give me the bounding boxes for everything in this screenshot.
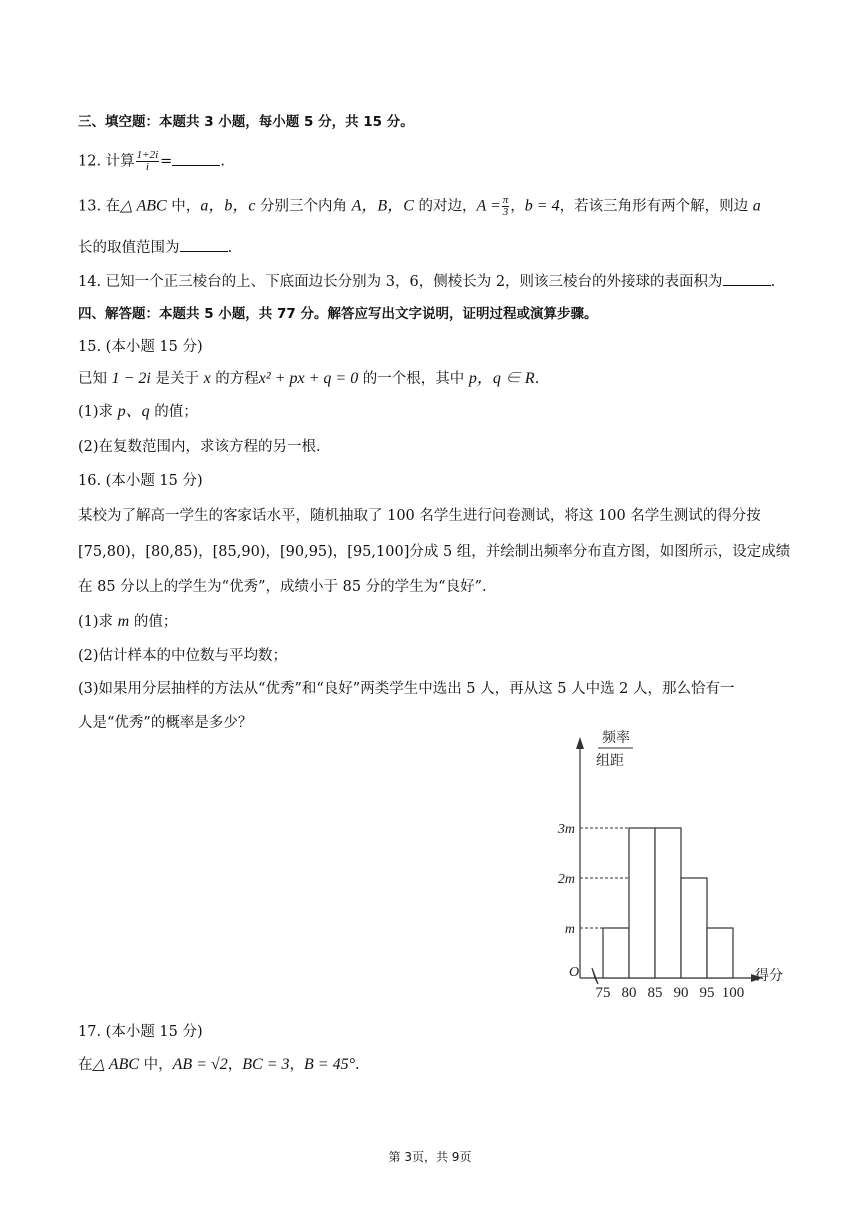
q14-blank bbox=[723, 271, 771, 286]
q17-stem-i: . bbox=[354, 1057, 360, 1073]
q12-prefix: 12. 计算 bbox=[78, 153, 135, 170]
q13-blank bbox=[180, 237, 228, 252]
q15-p1-a: (1)求 bbox=[78, 404, 118, 420]
q17-stem-a: 在 bbox=[78, 1057, 93, 1073]
q13-line2-end: . bbox=[227, 240, 233, 256]
q13-text-e: 分别三个内角 bbox=[255, 198, 352, 215]
question-14 bbox=[78, 271, 775, 292]
q13-text-g: 的对边， bbox=[413, 198, 477, 215]
q14-end: . bbox=[770, 274, 776, 290]
q13-b-value: b = 4 bbox=[524, 197, 560, 215]
histogram-bar-75 bbox=[603, 928, 629, 978]
q17-bc: BC = 3 bbox=[242, 1056, 290, 1073]
question-13-line1 bbox=[78, 195, 761, 218]
q13-frac-num: π bbox=[502, 194, 509, 206]
q16-part3-line2: 人是“优秀”的概率是多少？ bbox=[78, 715, 253, 731]
x-tick-label-75: 75 bbox=[595, 985, 611, 1001]
q15-pq: p，q ∈ R bbox=[468, 370, 535, 387]
q15-p1-vars: p、q bbox=[117, 403, 150, 420]
histogram-bar-80 bbox=[629, 828, 655, 978]
ylabel-denominator: 组距 bbox=[596, 754, 624, 769]
question-12 bbox=[78, 150, 225, 173]
q15-part2: (2)在复数范围内，求该方程的另一根. bbox=[78, 439, 321, 455]
frequency-histogram bbox=[545, 725, 795, 1001]
q15-var-x: x bbox=[203, 370, 211, 387]
q13-text-k: ，若该三角形有两个解，则边 bbox=[559, 198, 753, 215]
ylabel-numerator: 频率 bbox=[602, 731, 630, 746]
x-tick-label-100: 100 bbox=[721, 985, 745, 1001]
q12-frac-num: 1+2i bbox=[136, 149, 159, 161]
y-tick-label-3m: 3m bbox=[557, 822, 575, 837]
q16-part3-line1: (3)如果用分层抽样的方法从“优秀”和“良好”两类学生中选出 5 人，再从这 5 人中选 2 人，那么恰有一 bbox=[78, 681, 735, 697]
q17-stem-e: ， bbox=[227, 1057, 243, 1073]
q15-stem-e: 的方程 bbox=[210, 371, 259, 387]
histogram-bar-95 bbox=[707, 928, 733, 978]
q17-stem bbox=[78, 1055, 360, 1075]
q17-stem-g: ， bbox=[289, 1057, 305, 1073]
q16-stem-line2: [75,80)，[80,85)，[85,90)，[90,95)，[95,100]分成 5 组，并绘制出频率分布直方图，如图所示，设定成绩 bbox=[78, 544, 791, 560]
x-tick-label-80: 80 bbox=[621, 985, 637, 1001]
q12-blank bbox=[172, 151, 220, 166]
section3-heading: 三、填空题：本题共 3 小题，每小题 5 分，共 15 分。 bbox=[78, 114, 414, 130]
histogram-bar-85 bbox=[655, 828, 681, 978]
q15-stem-i: . bbox=[534, 371, 540, 387]
q16-stem-line3: 在 85 分以上的学生为“优秀”，成绩小于 85 分的学生为“良好”. bbox=[78, 579, 487, 595]
q17-ab: AB = √2 bbox=[172, 1056, 228, 1073]
x-axis-break bbox=[580, 968, 598, 984]
q16-p1-var: m bbox=[117, 613, 130, 630]
q16-part1 bbox=[78, 612, 177, 632]
page-footer: 第 3页，共 9页 bbox=[388, 1150, 472, 1164]
histogram-bar-90 bbox=[681, 878, 707, 978]
q13-line2-text: 长的取值范围为 bbox=[78, 240, 180, 256]
x-tick-label-85: 85 bbox=[647, 985, 663, 1001]
q13-text-i: ， bbox=[510, 198, 525, 215]
xlabel: 得分 bbox=[755, 969, 783, 984]
q13-text-a: 13. 在 bbox=[78, 198, 121, 215]
q13-frac-den: 3 bbox=[502, 206, 509, 218]
section4-heading: 四、解答题：本题共 5 小题，共 77 分。解答应写出文字说明，证明过程或演算步骤。 bbox=[78, 306, 598, 322]
q16-stem-line1: 某校为了解高一学生的客家话水平，随机抽取了 100 名学生进行问卷测试，将这 100 名学生测试的得分按 bbox=[78, 508, 761, 524]
q16-part2: (2)估计样本的中位数与平均数； bbox=[78, 648, 288, 664]
y-tick-label-m: m bbox=[564, 922, 575, 937]
q13-angle-a: A = bbox=[476, 197, 501, 215]
question-13-line2 bbox=[78, 237, 232, 258]
q12-fraction bbox=[136, 150, 159, 173]
x-tick-label-90: 90 bbox=[673, 985, 689, 1001]
q15-p1-c: 的值； bbox=[149, 404, 198, 420]
q15-root: 1 − 2i bbox=[111, 370, 151, 387]
q15-header: 15. (本小题 15 分) bbox=[78, 339, 203, 355]
q15-stem bbox=[78, 369, 539, 389]
q17-stem-c: 中， bbox=[139, 1057, 173, 1073]
q16-header: 16. (本小题 15 分) bbox=[78, 473, 203, 489]
q13-text-c: 中， bbox=[166, 198, 201, 215]
origin-label: O bbox=[569, 965, 580, 980]
q13-triangle: △ ABC bbox=[120, 197, 167, 215]
q15-equation: x² + px + q = 0 bbox=[258, 370, 359, 387]
q14-text: 14. 已知一个正三棱台的上、下底面边长分别为 3，6，侧棱长为 2，则该三棱台的外接球的表面积为 bbox=[78, 274, 723, 290]
q15-stem-a: 已知 bbox=[78, 371, 112, 387]
y-axis-arrow bbox=[576, 737, 584, 749]
q13-fraction bbox=[502, 195, 510, 218]
q16-p1-c: 的值； bbox=[129, 614, 178, 630]
q13-angles: A，B，C bbox=[351, 197, 414, 215]
q12-suffix: . bbox=[220, 153, 225, 170]
q13-side-a: a bbox=[752, 197, 761, 215]
q16-p1-a: (1)求 bbox=[78, 614, 118, 630]
q15-stem-g: 的一个根，其中 bbox=[358, 371, 469, 387]
q17-triangle: △ ABC bbox=[92, 1056, 140, 1073]
q12-equals: = bbox=[160, 153, 173, 170]
y-tick-label-2m: 2m bbox=[557, 872, 575, 887]
q15-part1 bbox=[78, 402, 198, 422]
x-tick-label-95: 95 bbox=[699, 985, 715, 1001]
q17-angle-b: B = 45° bbox=[304, 1056, 355, 1073]
q17-header: 17. (本小题 15 分) bbox=[78, 1024, 203, 1040]
q13-sides: a，b，c bbox=[200, 197, 256, 215]
q15-stem-c: 是关于 bbox=[150, 371, 204, 387]
q12-frac-den: i bbox=[145, 161, 149, 173]
